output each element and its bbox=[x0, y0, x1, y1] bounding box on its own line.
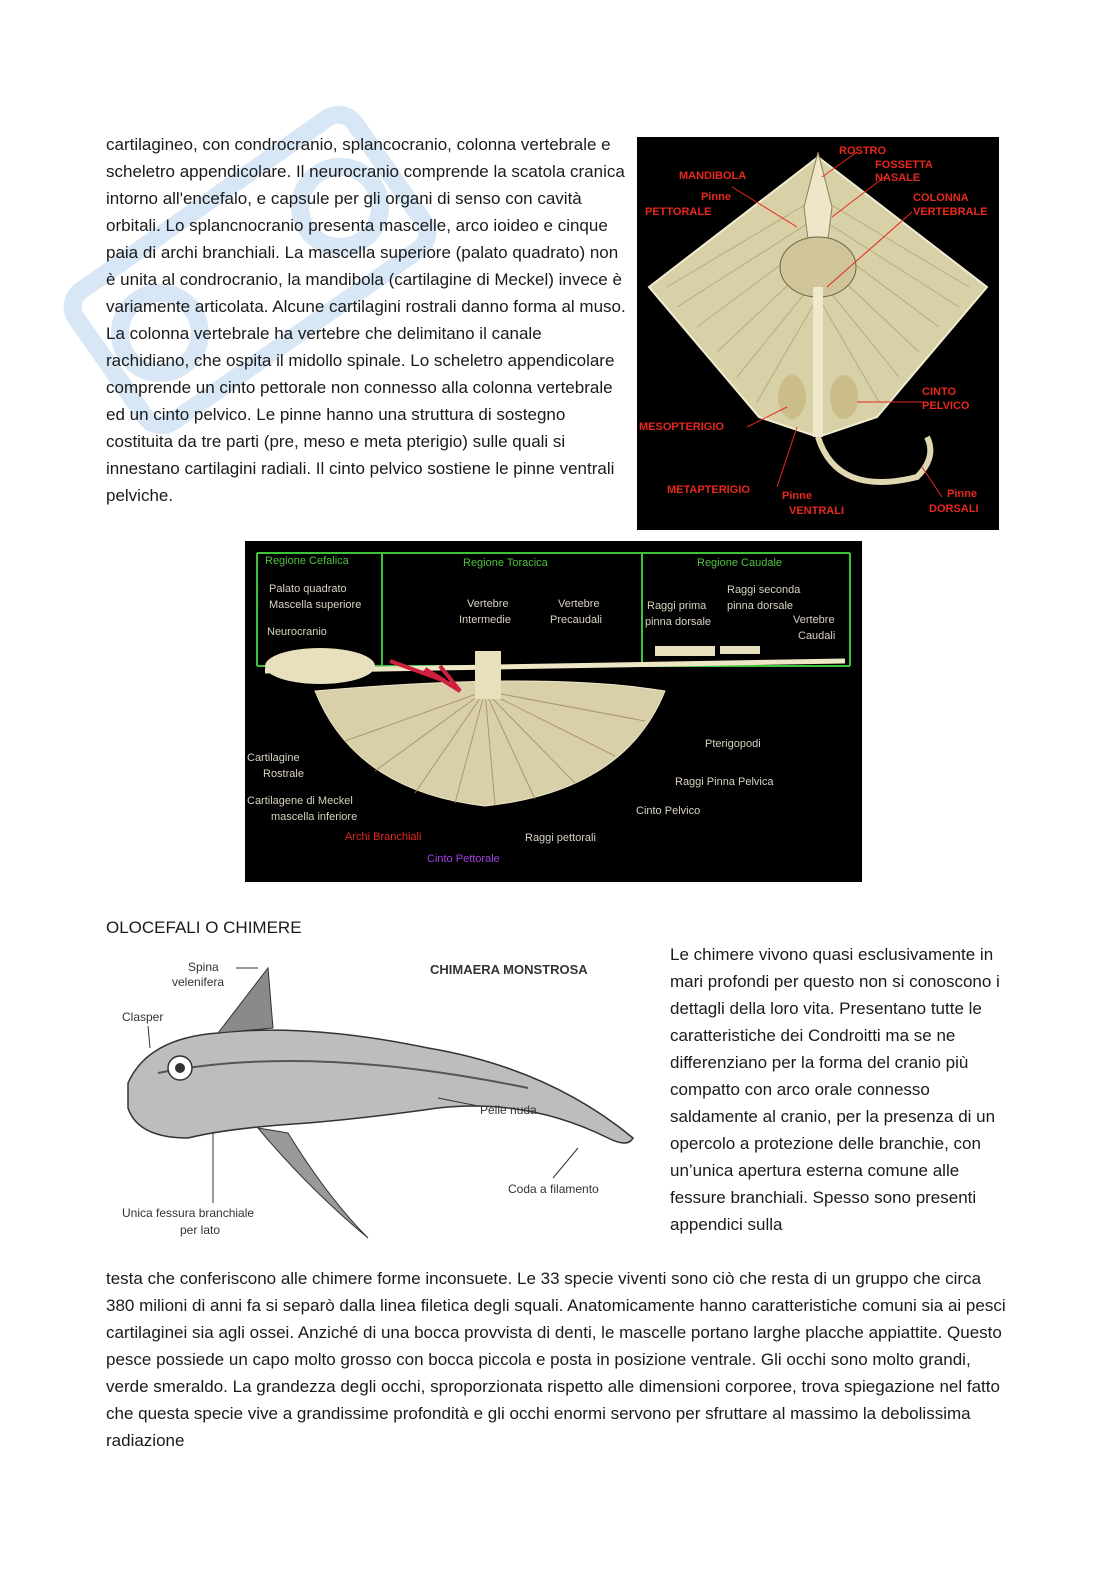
chimere-full-paragraph: testa che conferiscono alle chimere forme inconsuete. Le 33 specie viventi sono ciò che resta di un gruppo che circa 380 milioni di anni fa si separò dalla linea filetica degli squali. Anatomicamente hanno caratteristiche comuni sia ai pesci cartilaginei sia agli ossei. Anziché di una bocca provvista di denti, le mascelle portano larghe placche appiattite. Questo pesce possiede un capo molto grosso con bocca piccola e posta in posizione ventrale. Gli occhi sono molto grandi, verde smeraldo. La grandezza degli occhi, sproporzionata rispetto alle dimensioni corporee, trova spiegazione nel fatto che questa specie vive a grandissime profondità e gli occhi enormi servono per sfruttare al massimo la debolissima radiazione bbox=[106, 1269, 1006, 1450]
label-cartilagine-2: Rostrale bbox=[263, 768, 304, 780]
label-regione-toracica: Regione Toracica bbox=[463, 557, 548, 569]
label-cinto-pelvico: Cinto Pelvico bbox=[636, 805, 701, 817]
label-metapterigio: METAPTERIGIO bbox=[667, 484, 750, 496]
label-cinto-1: CINTO bbox=[922, 386, 957, 398]
label-palato-1: Palato quadrato bbox=[269, 583, 347, 595]
label-chimaera-title: CHIMAERA MONSTROSA bbox=[430, 962, 588, 977]
label-vertebre-cau-1: Vertebre bbox=[793, 614, 835, 626]
chimere-side-paragraph: Le chimere vivono quasi esclusivamente in mari profondi per questo non si conoscono i dettagli della loro vita. Presentano tutte le caratteristiche dei Condroitti ma se ne differenziano per la forma del cranio più compatto con arco orale connesso saldamente al cranio, per la presenza di un opercolo a protezione delle branchie, con un’unica apertura esterna comune alle fessure branchiali. Spesso sono presenti appendici sulla bbox=[670, 945, 1000, 1234]
label-colonna-1: COLONNA bbox=[913, 192, 969, 204]
label-meckel-1: Cartilagene di Meckel bbox=[247, 795, 353, 807]
label-regione-caudale: Regione Caudale bbox=[697, 557, 783, 569]
label-spina-1: Spina bbox=[188, 960, 219, 974]
label-dorsali-1: Pinne bbox=[947, 488, 977, 500]
label-clasper: Clasper bbox=[122, 1010, 164, 1024]
label-raggi-pelvica: Raggi Pinna Pelvica bbox=[675, 776, 774, 788]
label-mandibola: MANDIBOLA bbox=[679, 170, 747, 182]
label-fossetta-1: FOSSETTA bbox=[875, 159, 933, 171]
label-vertebre-int-1: Vertebre bbox=[467, 598, 509, 610]
label-cinto-pettorale: Cinto Pettorale bbox=[427, 853, 500, 865]
label-raggi-prima-2: pinna dorsale bbox=[645, 616, 712, 628]
label-pelle-nuda: Pelle nuda bbox=[480, 1103, 537, 1117]
label-vertebre-pre-1: Vertebre bbox=[558, 598, 600, 610]
label-mesopterigio: MESOPTERIGIO bbox=[639, 421, 724, 433]
label-fessura-2: per lato bbox=[180, 1223, 221, 1237]
label-vertebre-pre-2: Precaudali bbox=[550, 614, 602, 626]
label-meckel-2: mascella inferiore bbox=[271, 811, 358, 823]
label-coda: Coda a filamento bbox=[508, 1182, 599, 1196]
label-raggi-pettorali: Raggi pettorali bbox=[525, 832, 596, 844]
label-ventrali-1: Pinne bbox=[782, 490, 812, 502]
label-raggi-seconda-1: Raggi seconda bbox=[727, 584, 801, 596]
chimaera-skeleton-figure bbox=[245, 541, 862, 882]
label-raggi-seconda-2: pinna dorsale bbox=[727, 600, 794, 612]
label-neurocranio: Neurocranio bbox=[267, 626, 327, 638]
label-spina-2: velenifera bbox=[172, 975, 225, 989]
label-archi: Archi Branchiali bbox=[345, 831, 422, 843]
label-raggi-prima-1: Raggi prima bbox=[647, 600, 707, 612]
label-palato-2: Mascella superiore bbox=[269, 599, 362, 611]
intro-paragraph: cartilagineo, con condrocranio, splancocranio, colonna vertebrale e scheletro appendicolare. Il neurocranio comprende la scatola cranica intorno all'encefalo, e capsule per gli organi di senso con cavità orbitali. Lo splancnocranio presenta mascelle, arco ioideo e cinque paia di archi branchiali. La mascella superiore (palato quadrato) non è unita al condrocranio, la mandibola (cartilagine di Meckel) invece è variamente articolata. Alcune cartilagini rostrali danno forma al muso. La colonna vertebrale ha vertebre che delimitano il canale rachidiano, che ospita il midollo spinale. Lo scheletro appendicolare comprende un cinto pettorale non connesso alla colonna vertebrale ed un cinto pelvico. Le pinne hanno una struttura di sostegno costituita da tre parti (pre, meso e meta pterigio) sulle quali si innestano cartilagini radiali. Il cinto pelvico sostiene le pinne ventrali pelviche. bbox=[106, 135, 626, 505]
section-heading: OLOCEFALI O CHIMERE bbox=[106, 918, 302, 937]
label-cinto-2: PELVICO bbox=[922, 400, 970, 412]
label-ventrali-2: VENTRALI bbox=[789, 505, 844, 517]
chimaera-monstrosa-figure bbox=[108, 948, 648, 1248]
label-rostro: ROSTRO bbox=[839, 145, 887, 157]
label-pinne-pettorale-1: Pinne bbox=[701, 191, 731, 203]
label-fessura-1: Unica fessura branchiale bbox=[122, 1206, 255, 1220]
label-cartilagine-1: Cartilagine bbox=[247, 752, 300, 764]
label-pterigopodi: Pterigopodi bbox=[705, 738, 761, 750]
label-fossetta-2: NASALE bbox=[875, 172, 921, 184]
ray-skeleton-illustration bbox=[637, 137, 999, 530]
label-vertebre-int-2: Intermedie bbox=[459, 614, 511, 626]
chimaera-drawing bbox=[108, 948, 648, 1248]
label-regione-cefalica: Regione Cefalica bbox=[265, 555, 349, 567]
label-colonna-2: VERTEBRALE bbox=[913, 206, 988, 218]
chimaera-skeleton-illustration bbox=[245, 541, 862, 882]
ray-skeleton-figure bbox=[637, 137, 999, 530]
label-pinne-pettorale-2: PETTORALE bbox=[645, 206, 712, 218]
label-vertebre-cau-2: Caudali bbox=[798, 630, 836, 642]
label-dorsali-2: DORSALI bbox=[929, 503, 979, 515]
